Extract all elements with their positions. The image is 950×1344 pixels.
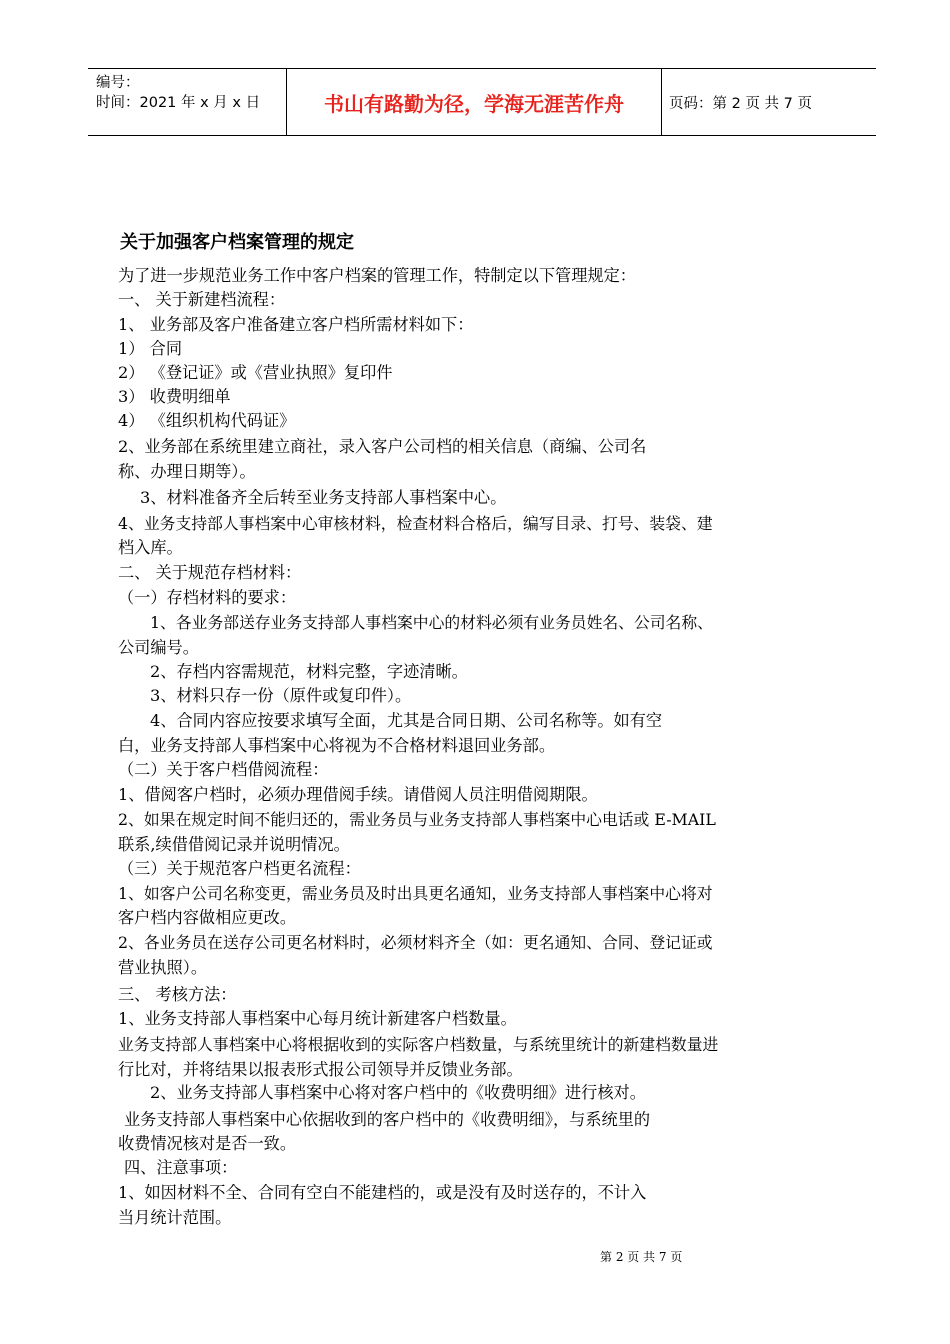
document-line: 营业执照）。 [118,958,208,977]
header-motto-cell [286,69,662,135]
document-line: 四、注意事项： [124,1158,238,1177]
document-line: 4、业务支持部人事档案中心审核材料，检查材料合格后，编写目录、打号、装袋、建 [118,514,713,533]
header-page-number: 页码：第 2 页 共 7 页 [669,95,812,112]
document-line: 白，业务支持部人事档案中心将视为不合格材料退回业务部。 [118,736,556,755]
header-motto: 书山有路勤为径，学海无涯苦作舟 [324,91,624,116]
document-line: 1） 合同 [118,339,183,358]
document-line: 联系,续借借阅记录并说明情况。 [118,835,350,854]
document-line: 1、如因材料不全、合同有空白不能建档的，或是没有及时送存的，不计入 [118,1183,647,1202]
document-line: （三）关于规范客户档更名流程： [118,859,361,878]
document-line: （一）存档材料的要求： [118,588,297,607]
page-footer: 第 2 页 共 7 页 [600,1250,683,1264]
document-line: 1、 业务部及客户准备建立客户档所需材料如下： [118,315,474,334]
document-line: 2、存档内容需规范，材料完整，字迹清晰。 [150,662,468,681]
page-header [88,68,876,136]
document-line: 业务支持部人事档案中心将根据收到的实际客户档数量，与系统里统计的新建档数量进 [118,1035,719,1054]
document-line: 1、如客户公司名称变更，需业务员及时出具更名通知，业务支持部人事档案中心将对 [118,884,713,903]
document-line: 1、各业务部送存业务支持部人事档案中心的材料必须有业务员姓名、公司名称、 [150,613,713,632]
document-line: 4） 《组织机构代码证》 [118,411,296,430]
document-line: 行比对，并将结果以报表形式报公司领导并反馈业务部。 [118,1060,523,1079]
document-line: 3、材料准备齐全后转至业务支持部人事档案中心。 [140,488,507,507]
document-line: 称、办理日期等）。 [118,462,256,481]
document-line: 2、业务支持部人事档案中心将对客户档中的《收费明细》进行核对。 [150,1083,646,1102]
document-line: 3、材料只存一份（原件或复印件）。 [150,686,412,705]
document-line: 当月统计范围。 [118,1208,232,1227]
document-line: 4、合同内容应按要求填写全面，尤其是合同日期、公司名称等。如有空 [150,711,663,730]
document-line: 3） 收费明细单 [118,387,231,406]
document-line: 2、各业务员在送存公司更名材料时，必须材料齐全（如：更名通知、合同、登记证或 [118,933,713,952]
document-line: 公司编号。 [118,638,199,657]
header-meta [88,69,286,135]
document-line: 1、借阅客户档时，必须办理借阅手续。请借阅人员注明借阅期限。 [118,785,598,804]
document-line: 客户档内容做相应更改。 [118,908,297,927]
document-line: 2、如果在规定时间不能归还的，需业务员与业务支持部人事档案中心电话或 E-MAIL [118,810,716,829]
document-line: 2） 《登记证》或《营业执照》复印件 [118,363,393,382]
document-line: 一、 关于新建档流程： [118,290,286,309]
document-time-label: 时间：2021 年 x 月 x 日 [96,95,261,111]
document-line: 收费情况核对是否一致。 [118,1134,297,1153]
document-line: 为了进一步规范业务工作中客户档案的管理工作，特制定以下管理规定： [118,266,636,285]
document-number-label: 编号： [96,75,140,91]
document-line: 2、业务部在系统里建立商社，录入客户公司档的相关信息（商编、公司名 [118,437,647,456]
document-line: 二、 关于规范存档材料： [118,563,302,582]
document-line: 业务支持部人事档案中心依据收到的客户档中的《收费明细》，与系统里的 [124,1110,651,1129]
document-line: （二）关于客户档借阅流程： [118,760,329,779]
document-title: 关于加强客户档案管理的规定 [120,232,354,253]
document-line: 档入库。 [118,538,183,557]
document-line: 三、 考核方法： [118,985,237,1004]
document-line: 1、业务支持部人事档案中心每月统计新建客户档数量。 [118,1009,517,1028]
